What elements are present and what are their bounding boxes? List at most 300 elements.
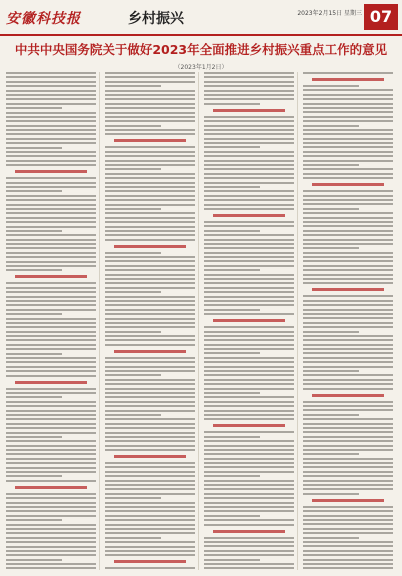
text-line-placeholder [303, 146, 393, 148]
text-line-placeholder [6, 405, 96, 407]
text-line-placeholder [105, 98, 195, 100]
text-line-placeholder [105, 260, 195, 262]
text-line-placeholder [204, 475, 260, 477]
text-line-placeholder [303, 243, 393, 245]
text-line-placeholder [303, 89, 393, 91]
text-line-placeholder [105, 190, 195, 192]
text-line-placeholder [105, 357, 195, 359]
text-line-placeholder [105, 502, 195, 504]
text-line-placeholder [105, 125, 161, 127]
text-line-placeholder [105, 427, 195, 429]
text-line-placeholder [204, 519, 294, 521]
text-line-placeholder [204, 199, 294, 201]
text-line-placeholder [105, 94, 195, 96]
text-line-placeholder [105, 133, 195, 135]
text-line-placeholder [105, 392, 195, 394]
text-line-placeholder [6, 300, 96, 302]
text-line-placeholder [114, 350, 186, 353]
text-line-placeholder [15, 170, 87, 173]
text-line-placeholder [6, 458, 96, 460]
text-line-placeholder [303, 331, 359, 333]
text-line-placeholder [303, 554, 393, 556]
masthead [0, 0, 402, 36]
text-line-placeholder [6, 265, 96, 267]
text-line-placeholder [105, 256, 195, 258]
text-line-placeholder [6, 309, 96, 311]
text-line-placeholder [6, 107, 62, 109]
text-line-placeholder [204, 418, 294, 420]
text-line-placeholder [204, 440, 294, 442]
text-line-placeholder [6, 318, 96, 320]
text-line-placeholder [312, 183, 384, 186]
text-line-placeholder [105, 239, 195, 241]
text-line-placeholder [303, 269, 393, 271]
text-line-placeholder [6, 282, 96, 284]
text-line-placeholder [6, 322, 96, 324]
text-line-placeholder [105, 177, 195, 179]
text-line-placeholder [204, 256, 294, 258]
text-line-placeholder [303, 458, 393, 460]
text-line-placeholder [303, 103, 393, 105]
text-line-placeholder [105, 436, 195, 438]
text-line-placeholder [6, 567, 96, 569]
text-line-placeholder [204, 493, 294, 495]
text-line-placeholder [303, 414, 359, 416]
text-line-placeholder [105, 296, 195, 298]
text-line-placeholder [303, 195, 393, 197]
text-line-placeholder [6, 427, 96, 429]
text-line-placeholder [303, 230, 393, 232]
text-line-placeholder [105, 396, 195, 398]
text-line-placeholder [204, 379, 294, 381]
text-line-placeholder [6, 239, 96, 241]
text-line-placeholder [303, 550, 393, 552]
text-line-placeholder [6, 546, 96, 548]
text-line-placeholder [6, 449, 96, 451]
text-line-placeholder [105, 318, 195, 320]
text-line-placeholder [303, 339, 393, 341]
text-line-placeholder [6, 432, 96, 434]
text-line-placeholder [105, 361, 195, 363]
text-line-placeholder [303, 234, 393, 236]
text-line-placeholder [6, 160, 96, 162]
text-line-placeholder [213, 319, 285, 322]
text-line-placeholder [105, 234, 195, 236]
text-line-placeholder [303, 357, 393, 359]
text-line-placeholder [6, 519, 62, 521]
text-line-placeholder [6, 208, 96, 210]
text-line-placeholder [204, 352, 260, 354]
text-line-placeholder [204, 304, 294, 306]
text-line-placeholder [6, 291, 96, 293]
text-line-placeholder [6, 199, 96, 201]
text-line-placeholder [6, 423, 96, 425]
text-line-placeholder [6, 129, 96, 131]
text-line-placeholder [105, 282, 195, 284]
text-line-placeholder [6, 112, 96, 114]
text-line-placeholder [6, 116, 96, 118]
text-line-placeholder [204, 103, 260, 105]
text-line-placeholder [303, 151, 393, 153]
text-line-placeholder [105, 462, 195, 464]
text-line-placeholder [303, 199, 393, 201]
text-line-placeholder [204, 339, 294, 341]
text-line-placeholder [105, 554, 195, 556]
text-line-placeholder [105, 309, 195, 311]
text-line-placeholder [303, 475, 393, 477]
text-line-placeholder [303, 361, 393, 363]
text-line-placeholder [105, 300, 195, 302]
text-line-placeholder [303, 418, 393, 420]
text-line-placeholder [114, 560, 186, 563]
text-line-placeholder [312, 394, 384, 397]
text-line-placeholder [6, 554, 96, 556]
text-line-placeholder [204, 554, 294, 556]
text-line-placeholder [6, 177, 96, 179]
text-line-placeholder [303, 190, 393, 192]
text-line-placeholder [303, 120, 393, 122]
text-line-placeholder [303, 563, 393, 565]
text-line-placeholder [303, 125, 359, 127]
text-line-placeholder [6, 436, 62, 438]
text-line-placeholder [303, 567, 393, 569]
text-line-placeholder [105, 168, 161, 170]
text-line-placeholder [204, 462, 294, 464]
text-line-placeholder [204, 366, 294, 368]
text-line-placeholder [204, 449, 294, 451]
text-line-placeholder [6, 353, 62, 355]
text-line-placeholder [303, 431, 393, 433]
text-line-placeholder [204, 282, 294, 284]
text-line-placeholder [105, 445, 195, 447]
text-line-placeholder [303, 212, 393, 214]
text-line-placeholder [105, 374, 161, 376]
text-line-placeholder [204, 510, 294, 512]
text-line-placeholder [204, 125, 294, 127]
text-line-placeholder [204, 563, 294, 565]
text-line-placeholder [6, 296, 96, 298]
text-line-placeholder [6, 212, 96, 214]
text-line-placeholder [204, 146, 260, 148]
text-line-placeholder [204, 458, 294, 460]
text-line-placeholder [105, 173, 195, 175]
text-line-placeholder [303, 98, 393, 100]
text-line-placeholder [15, 486, 87, 489]
text-line-placeholder [6, 164, 96, 166]
text-line-placeholder [204, 129, 294, 131]
text-line-placeholder [204, 160, 294, 162]
text-line-placeholder [105, 116, 195, 118]
text-line-placeholder [303, 532, 393, 534]
text-line-placeholder [204, 309, 260, 311]
text-line-placeholder [303, 116, 393, 118]
text-line-placeholder [6, 120, 96, 122]
text-line-placeholder [105, 151, 195, 153]
text-line-placeholder [213, 424, 285, 427]
text-line-placeholder [6, 287, 96, 289]
text-line-placeholder [204, 401, 294, 403]
text-line-placeholder [105, 519, 195, 521]
text-line-placeholder [105, 379, 195, 381]
text-line-placeholder [303, 160, 393, 162]
text-line-placeholder [6, 453, 96, 455]
text-line-placeholder [303, 133, 393, 135]
text-line-placeholder [204, 252, 294, 254]
text-line-placeholder [6, 375, 96, 377]
text-line-placeholder [6, 550, 96, 552]
text-line-placeholder [105, 524, 195, 526]
text-line-placeholder [303, 282, 393, 284]
text-line-placeholder [105, 278, 195, 280]
text-line-placeholder [204, 234, 294, 236]
text-line-placeholder [303, 510, 393, 512]
text-line-placeholder [6, 195, 96, 197]
text-line-placeholder [6, 247, 96, 249]
text-line-placeholder [6, 81, 96, 83]
text-line-placeholder [303, 94, 393, 96]
text-line-placeholder [303, 317, 393, 319]
text-line-placeholder [303, 379, 393, 381]
text-line-placeholder [204, 374, 294, 376]
text-line-placeholder [303, 256, 393, 258]
text-line-placeholder [303, 309, 393, 311]
text-line-placeholder [105, 221, 195, 223]
text-line-placeholder [204, 269, 260, 271]
text-line-placeholder [6, 217, 96, 219]
text-line-placeholder [6, 528, 96, 530]
text-line-placeholder [6, 133, 96, 135]
text-line-placeholder [303, 252, 393, 254]
text-line-placeholder [105, 146, 195, 148]
text-line-placeholder [303, 203, 393, 205]
text-line-placeholder [204, 567, 294, 569]
text-line-placeholder [6, 313, 62, 315]
text-line-placeholder [6, 226, 96, 228]
text-line-placeholder [303, 409, 393, 411]
text-line-placeholder [105, 195, 195, 197]
text-line-placeholder [6, 532, 96, 534]
text-line-placeholder [303, 155, 393, 157]
text-line-placeholder [303, 313, 393, 315]
text-line-placeholder [105, 160, 195, 162]
paper-name: 安徽科技报 [6, 11, 81, 27]
text-line-placeholder [6, 72, 96, 74]
text-line-placeholder [105, 506, 195, 508]
text-line-placeholder [105, 335, 195, 337]
text-line-placeholder [6, 467, 96, 469]
text-line-placeholder [303, 523, 393, 525]
text-line-placeholder [204, 335, 294, 337]
text-line-placeholder [6, 361, 96, 363]
text-line-placeholder [204, 274, 294, 276]
text-line-placeholder [204, 76, 294, 78]
text-line-placeholder [6, 103, 96, 105]
text-line-placeholder [105, 204, 195, 206]
text-line-placeholder [204, 348, 294, 350]
text-line-placeholder [204, 182, 294, 184]
text-line-placeholder [105, 532, 195, 534]
text-line-placeholder [15, 275, 87, 278]
text-line-placeholder [303, 471, 393, 473]
text-line-placeholder [303, 164, 359, 166]
text-line-placeholder [105, 313, 195, 315]
text-line-placeholder [204, 361, 294, 363]
text-line-placeholder [204, 344, 294, 346]
text-line-placeholder [204, 230, 260, 232]
text-line-placeholder [204, 545, 294, 547]
text-line-placeholder [6, 331, 96, 333]
text-line-placeholder [303, 374, 393, 376]
text-line-placeholder [204, 388, 294, 390]
text-line-placeholder [6, 138, 96, 140]
text-line-placeholder [6, 98, 96, 100]
text-line-placeholder [105, 414, 161, 416]
text-line-placeholder [6, 190, 62, 192]
text-line-placeholder [105, 550, 195, 552]
text-line-placeholder [303, 427, 393, 429]
text-line-placeholder [303, 462, 393, 464]
text-line-placeholder [6, 348, 96, 350]
text-line-placeholder [303, 466, 393, 468]
text-line-placeholder [312, 78, 384, 81]
text-line-placeholder [204, 541, 294, 543]
text-line-placeholder [105, 449, 195, 451]
text-line-placeholder [303, 304, 393, 306]
text-line-placeholder [105, 488, 195, 490]
text-line-placeholder [204, 195, 294, 197]
text-line-placeholder [204, 225, 294, 227]
text-line-placeholder [105, 383, 195, 385]
text-line-placeholder [105, 370, 195, 372]
text-line-placeholder [6, 94, 96, 96]
text-line-placeholder [303, 335, 393, 337]
text-line-placeholder [105, 107, 195, 109]
text-line-placeholder [105, 510, 195, 512]
text-line-placeholder [204, 436, 260, 438]
text-line-placeholder [6, 396, 62, 398]
text-line-placeholder [303, 129, 393, 131]
article-body [6, 72, 396, 570]
text-line-placeholder [105, 230, 195, 232]
text-line-placeholder [6, 357, 96, 359]
text-line-placeholder [303, 225, 393, 227]
text-line-placeholder [105, 186, 195, 188]
text-line-placeholder [105, 90, 195, 92]
text-line-placeholder [105, 484, 195, 486]
text-line-placeholder [204, 431, 294, 433]
text-line-placeholder [204, 190, 294, 192]
text-line-placeholder [303, 436, 393, 438]
text-line-placeholder [105, 274, 195, 276]
text-line-placeholder [105, 217, 195, 219]
text-line-placeholder [303, 545, 393, 547]
text-line-placeholder [204, 243, 294, 245]
text-line-placeholder [303, 247, 359, 249]
text-line-placeholder [204, 550, 294, 552]
text-line-placeholder [105, 72, 195, 74]
text-line-placeholder [204, 221, 294, 223]
text-line-placeholder [6, 559, 62, 561]
text-line-placeholder [105, 226, 195, 228]
text-line-placeholder [204, 173, 294, 175]
text-line-placeholder [6, 502, 96, 504]
text-line-placeholder [204, 313, 294, 315]
text-line-placeholder [6, 497, 96, 499]
text-line-placeholder [204, 471, 294, 473]
text-line-placeholder [303, 401, 393, 403]
text-line-placeholder [105, 208, 161, 210]
text-line-placeholder [303, 453, 359, 455]
text-line-placeholder [303, 405, 393, 407]
text-line-placeholder [303, 295, 393, 297]
text-line-placeholder [204, 168, 294, 170]
text-line-placeholder [105, 304, 195, 306]
text-line-placeholder [6, 252, 96, 254]
text-line-placeholder [6, 234, 96, 236]
text-line-placeholder [204, 497, 294, 499]
text-line-placeholder [303, 493, 359, 495]
text-line-placeholder [204, 265, 294, 267]
text-line-placeholder [6, 475, 62, 477]
text-line-placeholder [204, 396, 294, 398]
text-line-placeholder [204, 142, 294, 144]
text-line-placeholder [204, 445, 294, 447]
text-line-placeholder [213, 109, 285, 112]
text-line-placeholder [6, 230, 62, 232]
text-line-placeholder [6, 524, 96, 526]
text-line-placeholder [303, 260, 393, 262]
text-line-placeholder [303, 528, 393, 530]
text-line-placeholder [105, 401, 195, 403]
text-line-placeholder [303, 370, 359, 372]
text-line-placeholder [303, 111, 393, 113]
text-line-placeholder [114, 455, 186, 458]
text-line-placeholder [204, 133, 294, 135]
text-line-placeholder [6, 370, 96, 372]
text-line-placeholder [303, 142, 393, 144]
text-line-placeholder [105, 537, 161, 539]
text-line-placeholder [105, 265, 195, 267]
text-line-placeholder [204, 116, 294, 118]
text-line-placeholder [105, 199, 195, 201]
text-line-placeholder [303, 300, 393, 302]
text-line-placeholder [6, 182, 96, 184]
text-line-placeholder [105, 252, 161, 254]
text-line-placeholder [6, 335, 96, 337]
text-line-placeholder [204, 151, 294, 153]
page-number: 07 [364, 4, 398, 30]
text-line-placeholder [312, 499, 384, 502]
text-line-placeholder [6, 414, 96, 416]
text-line-placeholder [204, 204, 294, 206]
text-line-placeholder [204, 502, 294, 504]
text-line-placeholder [204, 559, 260, 561]
text-line-placeholder [105, 567, 195, 569]
text-line-placeholder [105, 155, 195, 157]
text-line-placeholder [6, 304, 96, 306]
text-line-placeholder [105, 515, 195, 517]
text-line-placeholder [6, 401, 96, 403]
text-line-placeholder [303, 388, 393, 390]
text-line-placeholder [6, 221, 96, 223]
text-line-placeholder [204, 155, 294, 157]
article-column [6, 72, 100, 570]
text-line-placeholder [312, 288, 384, 291]
text-line-placeholder [213, 530, 285, 533]
text-line-placeholder [204, 410, 294, 412]
text-line-placeholder [303, 177, 393, 179]
text-line-placeholder [204, 260, 294, 262]
